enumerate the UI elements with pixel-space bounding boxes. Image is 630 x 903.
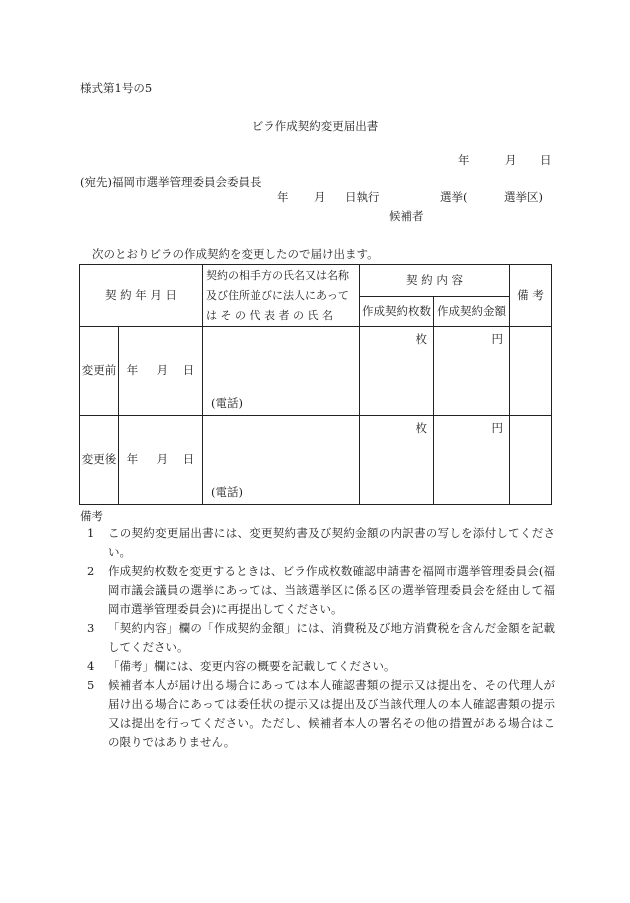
amount-unit: 円 (491, 421, 503, 435)
document-title: ビラ作成契約変更届出書 (251, 119, 379, 133)
count-cell-after (360, 416, 434, 505)
intro-text: 次のとおりビラの作成契約を変更したので届け出ます。 (92, 247, 379, 261)
amount-unit: 円 (491, 332, 503, 346)
header-remarks: 備 考 (510, 265, 552, 327)
notes-heading: 備考 (80, 509, 103, 523)
header-count: 作成契約枚数 (360, 297, 434, 327)
exec-year-label: 年 (277, 190, 289, 204)
header-contract-date: 契 約 年 月 日 (80, 265, 203, 327)
date-cell-after: 年 月 日 (119, 416, 203, 505)
district-label: 選挙区) (504, 190, 543, 204)
amount-cell-after (434, 416, 510, 505)
date-month-label: 月 (505, 153, 517, 167)
amount-cell-before (434, 327, 510, 416)
row-label-before: 変更前 (80, 327, 119, 416)
note-item: 2 作成契約枚数を変更するときは、ビラ作成枚数確認申請書を福岡市選挙管理委員会(福岡市議会議員の選挙にあっては、当該選挙区に係る区の選挙管理委員会を経由して福岡市選挙管理委員会)に再提出してください。 (87, 564, 555, 616)
candidate-label: 候補者 (389, 209, 424, 223)
count-cell-before (360, 327, 434, 416)
exec-month-label: 月 (314, 190, 326, 204)
note-item: 1 この契約変更届出書には、変更契約書及び契約金額の内訳書の写しを添付してください。 (87, 526, 555, 559)
exec-day-label: 日執行 (345, 190, 380, 204)
note-item: 5 候補者本人が届け出る場合にあっては本人確認書類の提示又は提出を、その代理人が届け出る場合にあっては委任状の提示又は提出及び当該代理人の本人確認書類の提示又は提出を行ってください。ただし、候補者本人の署名その他の措置がある場合はこの限りではありません。 (87, 678, 555, 749)
election-label: 選挙( (440, 190, 468, 204)
date-year-label: 年 (458, 153, 470, 167)
counterparty-cell-after (203, 416, 360, 505)
header-counterparty: 契約の相手方の氏名又は名称 及び住所並びに法人にあって は そ の 代 表 者 の 氏 名 (203, 265, 360, 327)
remarks-cell-before (510, 327, 552, 416)
header-contract-content: 契 約 内 容 (360, 265, 510, 297)
form-number: 様式第1号の5 (80, 81, 153, 95)
phone-label: (電話) (211, 396, 243, 411)
row-label-after: 変更後 (80, 416, 119, 505)
count-unit: 枚 (415, 332, 427, 346)
header-amount: 作成契約金額 (434, 297, 510, 327)
recipient: (宛先)福岡市選挙管理委員会委員長 (80, 175, 262, 189)
remarks-cell-after (510, 416, 552, 505)
table-row-before (80, 327, 552, 416)
date-cell-before: 年 月 日 (119, 327, 203, 416)
note-item: 4 「備考」欄には、変更内容の概要を記載してください。 (87, 659, 396, 673)
count-unit: 枚 (415, 421, 427, 435)
contract-table (79, 264, 552, 505)
table-row-after (80, 416, 552, 505)
note-item: 3 「契約内容」欄の「作成契約金額」には、消費税及び地方消費税を含んだ金額を記載してください。 (87, 621, 555, 654)
phone-label: (電話) (211, 485, 243, 500)
date-day-label: 日 (540, 153, 552, 167)
counterparty-cell-before (203, 327, 360, 416)
notes-section (80, 508, 555, 752)
